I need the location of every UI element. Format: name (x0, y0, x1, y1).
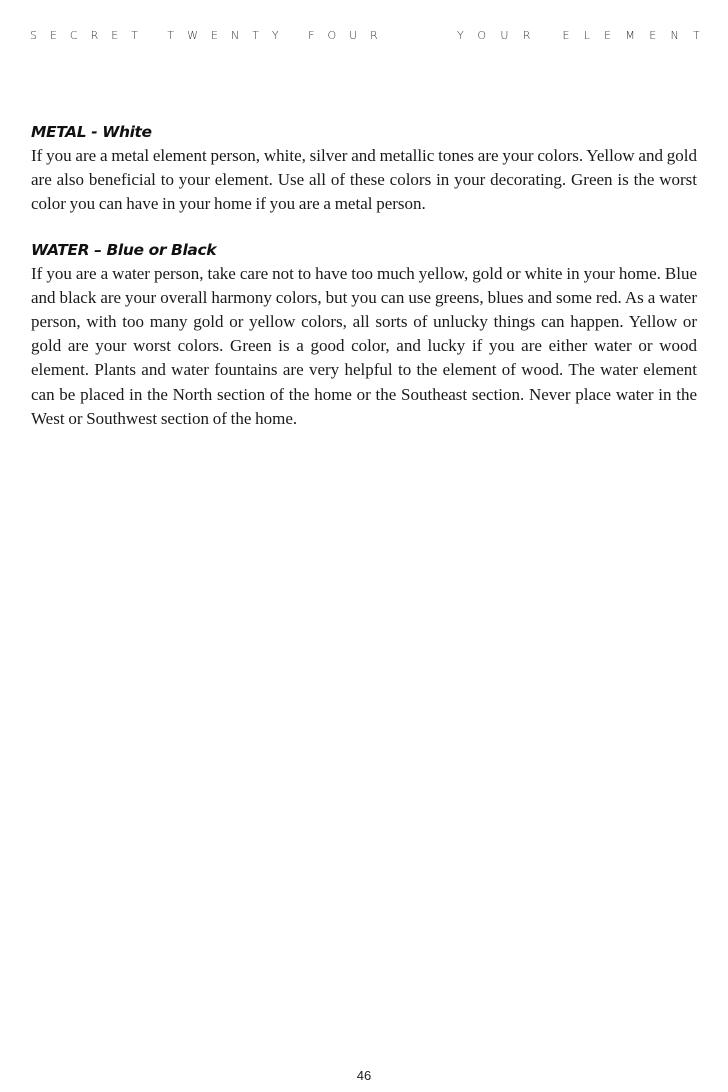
header-chapter-title: YOUR ELEMENT (457, 28, 714, 42)
header-book-title: SECRET TWENTY FOUR (30, 28, 391, 42)
section-heading-water: WATER – Blue or Black (31, 240, 217, 259)
page-content (31, 120, 697, 452)
section-body-water: If you are a water person, take care not to have too much yellow, gold or white in your home. Blue and black are your overall harmony colors, but you can use greens, blues and some red. As a water person, with too many gold or yellow colors, all sorts of unlucky things can happen. Yellow or gold are your worst colors. Green is a good color, and lucky if you are either water or wood element. Plants and water fountains are very helpful to the element of wood. The water element can be placed in the North section of the home or the Southeast section. Never place water in the West or Southwest section of the home. (31, 263, 697, 428)
page-number: 46 (356, 1068, 372, 1083)
section-heading-metal: METAL - White (31, 123, 152, 141)
section-water (31, 238, 697, 431)
section-body-metal: If you are a metal element person, white, silver and metallic tones are your colors. Yellow and gold are also beneficial to your element. Use all of these colors in your decorating. Green is the worst color you can have in your home if you are a metal person. (31, 146, 697, 214)
running-header (30, 26, 714, 44)
section-metal (31, 120, 697, 217)
